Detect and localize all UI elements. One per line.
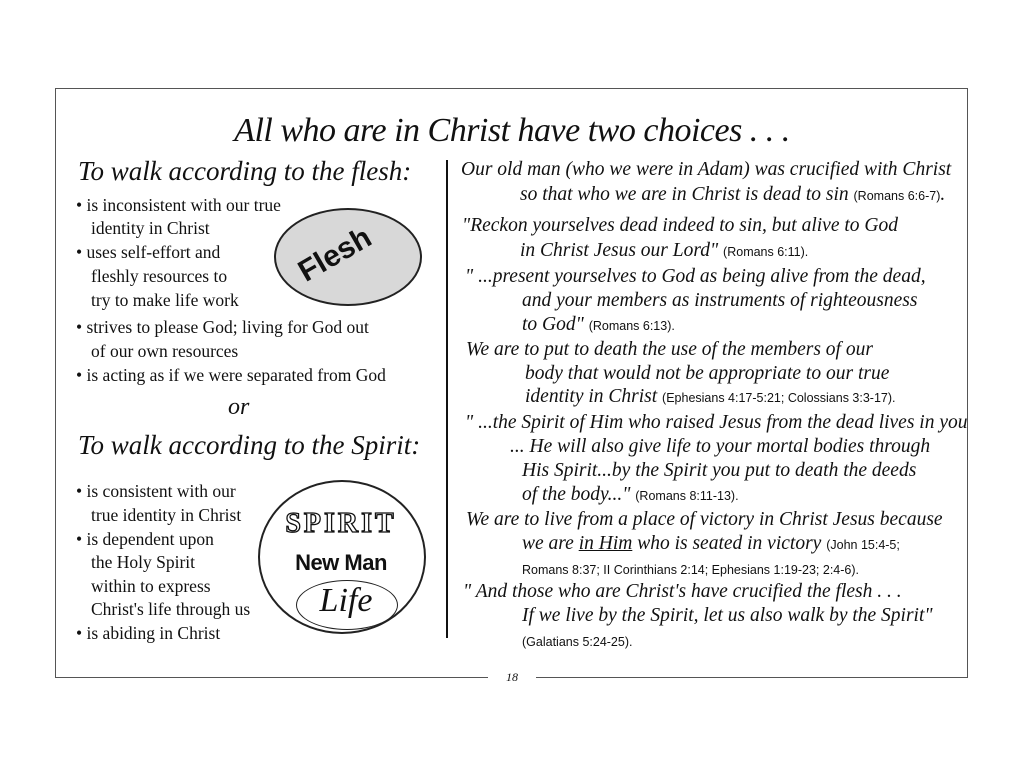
life-label: Life <box>319 582 373 619</box>
quote-1-line-1: Our old man (who we were in Adam) was crucified with Christ <box>461 159 952 180</box>
quote-1-line-2: so that who we are in Christ is dead to sin (Romans 6:6-7). <box>520 184 946 205</box>
quote-3-line-2: and your members as instruments of righteousness <box>522 290 918 311</box>
flesh-bullet-2-line-1: • uses self-effort and <box>76 242 221 262</box>
flesh-bullet-1-line-2: identity in Christ <box>91 218 210 238</box>
flesh-heading: To walk according to the flesh: <box>78 156 412 186</box>
quote-2-reference: (Romans 6:11). <box>723 245 809 259</box>
flesh-badge-label: Flesh <box>292 220 378 289</box>
spirit-bullet-1-line-1: • is consistent with our <box>76 481 236 501</box>
quote-5-line-3: His Spirit...by the Spirit you put to death the deeds <box>522 460 917 481</box>
flesh-bullet-3-line-2: of our own resources <box>91 341 239 361</box>
flesh-bullet-3-line-1: • strives to please God; living for God out <box>76 317 369 337</box>
quote-6-reference-2: Romans 8:37; II Corinthians 2:14; Ephesians 1:19-23; 2:4-6). <box>522 563 859 577</box>
page-number: 18 <box>488 670 536 685</box>
spirit-badge-label: SPIRIT <box>285 508 397 539</box>
quote-6-line-1: We are to live from a place of victory in Christ Jesus because <box>466 509 943 530</box>
quote-6-reference-1: (John 15:4-5; <box>826 538 900 552</box>
new-man-label: New Man <box>295 550 387 575</box>
quote-7-line-1: " And those who are Christ's have crucified the flesh . . . <box>463 581 902 602</box>
quote-7-line-2: If we live by the Spirit, let us also walk by the Spirit" <box>522 605 933 626</box>
spirit-bullet-3-line-1: • is abiding in Christ <box>76 623 221 643</box>
quote-5-line-2: ... He will also give life to your mortal bodies through <box>510 436 931 457</box>
quote-6-line-2: we are in Him who is seated in victory (John 15:4-5; <box>522 533 900 554</box>
spirit-bullet-2-line-3: within to express <box>91 576 211 596</box>
quote-7-reference: (Galatians 5:24-25). <box>522 635 633 649</box>
spirit-bullet-1-line-2: true identity in Christ <box>91 505 242 525</box>
flesh-bullet-2-line-3: try to make life work <box>91 290 239 310</box>
quote-2-line-1: "Reckon yourselves dead indeed to sin, but alive to God <box>462 215 898 236</box>
quote-5-line-4: of the body..." (Romans 8:11-13). <box>522 484 739 505</box>
flesh-bullet-4-line-1: • is acting as if we were separated from God <box>76 365 386 385</box>
or-separator: or <box>228 394 250 420</box>
quote-1-reference: (Romans 6:6-7) <box>853 189 941 203</box>
quote-5-reference: (Romans 8:11-13). <box>635 489 739 503</box>
column-divider <box>446 160 448 638</box>
spirit-bullet-2-line-1: • is dependent upon <box>76 529 214 549</box>
spirit-bullet-2-line-2: the Holy Spirit <box>91 552 196 572</box>
quote-5-line-1: " ...the Spirit of Him who raised Jesus from the dead lives in you <box>465 412 968 433</box>
spirit-heading: To walk according to the Spirit: <box>78 430 421 460</box>
spirit-bullet-2-line-4: Christ's life through us <box>91 599 251 619</box>
quote-4-line-1: We are to put to death the use of the members of our <box>466 339 873 360</box>
quote-4-line-3: identity in Christ (Ephesians 4:17-5:21; Colossians 3:3-17). <box>525 386 896 407</box>
quote-4-reference: (Ephesians 4:17-5:21; Colossians 3:3-17). <box>662 391 896 405</box>
flesh-bullet-1-line-1: • is inconsistent with our true <box>76 195 281 215</box>
quote-3-line-1: " ...present yourselves to God as being alive from the dead, <box>465 266 926 287</box>
quote-3-reference: (Romans 6:13). <box>588 319 675 333</box>
quote-4-line-2: body that would not be appropriate to our true <box>525 363 890 384</box>
quote-2-line-2: in Christ Jesus our Lord" (Romans 6:11). <box>520 240 809 261</box>
quote-3-line-3: to God" (Romans 6:13). <box>522 314 675 335</box>
flesh-bullet-2-line-2: fleshly resources to <box>91 266 228 286</box>
page-title: All who are in Christ have two choices . . . <box>234 112 790 149</box>
